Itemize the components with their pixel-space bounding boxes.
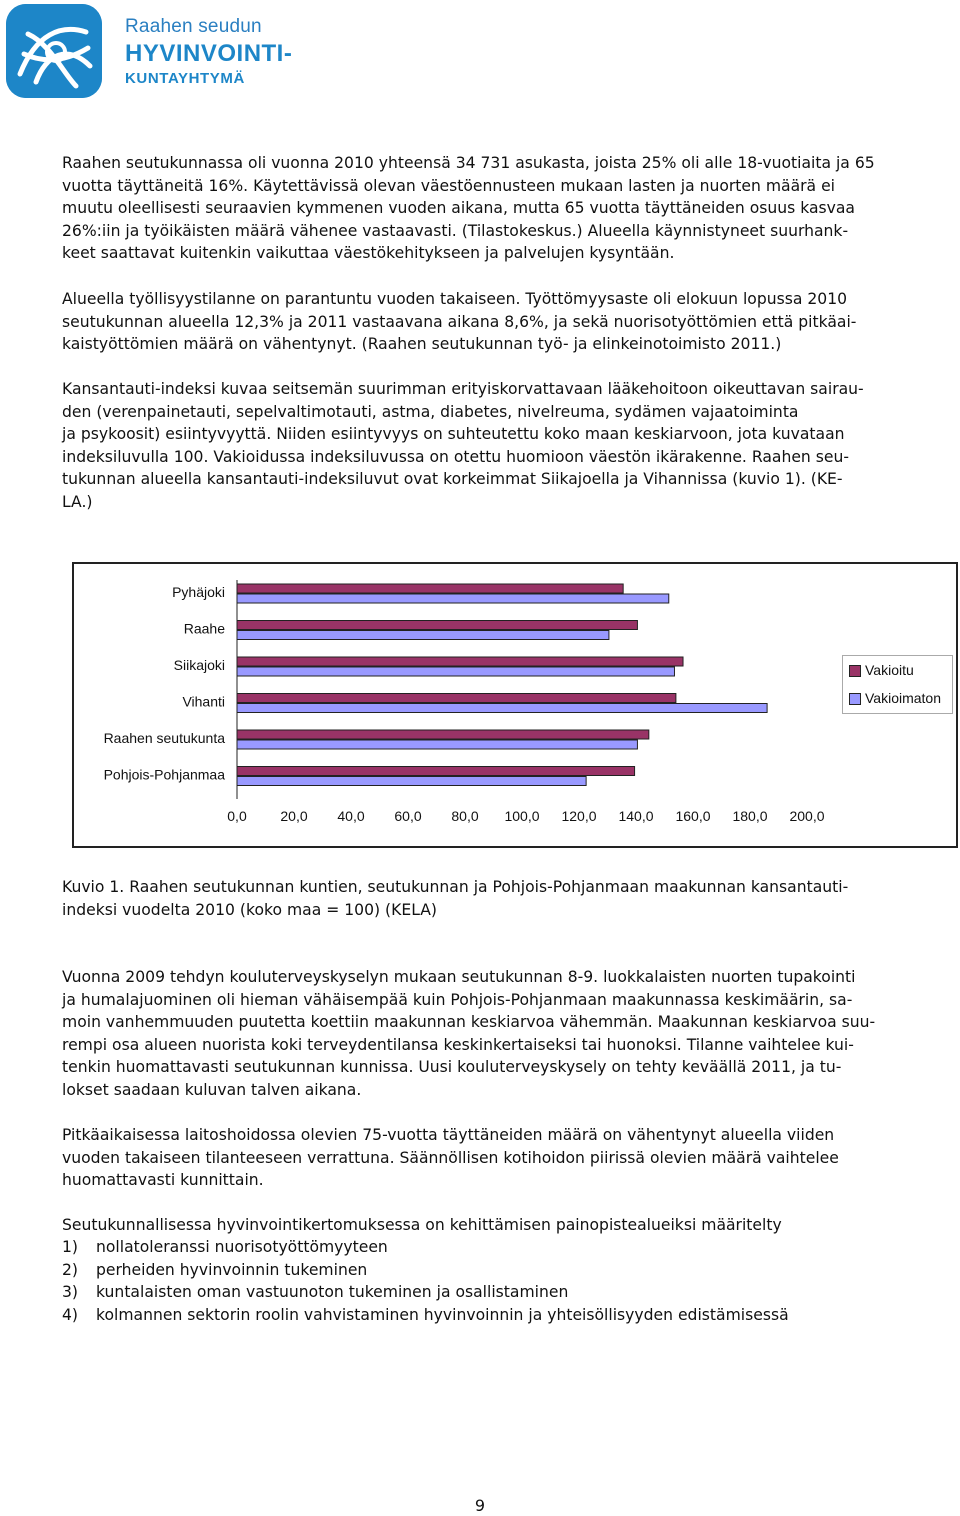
bar-vakioimaton <box>237 667 674 676</box>
text-line: Vuonna 2009 tehdyn kouluterveyskyselyn mukaan seutukunnan 8-9. luokkalaisten nuorten tupakointi <box>62 968 856 986</box>
bar-vakioimaton <box>237 631 609 640</box>
logo-text-title: HYVINVOINTI- <box>125 40 293 67</box>
bar-vakioimaton <box>237 594 669 603</box>
bar-vakioitu <box>237 694 676 703</box>
category-label: Raahen seutukunta <box>103 730 225 746</box>
text-line: Kansantauti-indeksi kuvaa seitsemän suurimman erityiskorvattavaan lääkehoitoon oikeuttavan sairau- <box>62 380 864 398</box>
text-line: Raahen seutukunnassa oli vuonna 2010 yhteensä 34 731 asukasta, joista 25% oli alle 18-vuotiaita ja 65 <box>62 154 875 172</box>
list-item <box>62 1236 388 1259</box>
list-number: 2) <box>62 1261 79 1279</box>
logo-text-subtitle: KUNTAYHTYMÄ <box>125 70 245 87</box>
list-text: kuntalaisten oman vastuunoton tukeminen ja osallistaminen <box>96 1283 569 1301</box>
list-item <box>62 1304 789 1327</box>
bar-vakioimaton <box>237 740 637 749</box>
text-line: vuoden takaiseen tilanteeseen verrattuna. Säännöllisen kotihoidon piirissä olevien määrä vaihtelee <box>62 1148 839 1167</box>
text-line: muutu oleellisesti seuraavien kymmenen vuoden aikana, mutta 65 vuotta täyttäneiden osuus kasvaa <box>62 199 855 217</box>
list-text: perheiden hyvinvoinnin tukeminen <box>96 1261 368 1279</box>
bar-vakioitu <box>237 767 635 776</box>
bar-vakioimaton <box>237 704 767 713</box>
text-line: moin vanhemmuuden puutetta koettiin maakunnan keskiarvoa vähemmän. Maakunnan keskiarvoa suu- <box>62 1013 876 1031</box>
list-item <box>62 1281 568 1304</box>
text-line: tenkin huomattavasti seutukunnan kunnissa. Uusi kouluterveyskysely on tehty keväällä 2011, ja tu- <box>62 1058 842 1076</box>
list-number: 3) <box>62 1283 79 1301</box>
paragraph-priorities <box>62 1214 957 1237</box>
text-line: huomattavasti kunnittain. <box>62 1171 264 1189</box>
text-line: vuotta täyttäneitä 16%. Käytettävissä olevan väestöennusteen mukaan lasten ja nuorten määrä ei <box>62 176 835 195</box>
text-line: ja humalajuominen oli hieman vähäisempää kuin Pohjois-Pohjanmaan maakunnassa keskimäärin, sa- <box>62 990 853 1009</box>
legend-label-vakioitu: Vakioitu <box>865 662 914 678</box>
list-text: nollatoleranssi nuorisotyöttömyyteen <box>96 1238 388 1256</box>
chart-legend <box>842 655 953 714</box>
list-number: 1) <box>62 1238 79 1256</box>
text-line: keet saattavat kuitenkin vaikuttaa väestökehitykseen ja palvelujen kysyntään. <box>62 244 675 262</box>
text-line: Seutukunnallisessa hyvinvointikertomuksessa on kehittämisen painopistealueiksi määritelty <box>62 1216 782 1234</box>
category-label: Pyhäjoki <box>172 584 225 600</box>
x-tick-label: 80,0 <box>451 808 479 824</box>
text-line: rempi osa alueen nuorista koki terveydentilansa keskinkertaiseksi tai huonoksi. Tilanne vaihtelee kui- <box>62 1035 854 1054</box>
text-line: den (verenpainetauti, sepelvaltimotauti, astma, diabetes, nivelreuma, sydämen vajaatoiminta <box>62 402 799 421</box>
paragraph-school-health <box>62 966 957 1101</box>
text-line: tukunnan alueella kansantauti-indeksiluvut ovat korkeimmat Siikajoella ja Vihannissa (kuvio 1). (KE- <box>62 470 843 488</box>
text-line: 26%:iin ja työikäisten määrä vähenee vastaavasti. (Tilastokeskus.) Alueella käynnistyneet suurhank- <box>62 221 849 240</box>
legend-swatch-vakioimaton <box>849 693 861 705</box>
x-tick-label: 120,0 <box>561 808 597 824</box>
figure-caption <box>62 876 957 921</box>
x-tick-label: 140,0 <box>618 808 654 824</box>
text-line: ja psykoosit) esiintyvyyttä. Niiden esiintyvyys on suhteutettu koko maan keskiarvoon, jota kuvataan <box>62 425 845 443</box>
x-tick-label: 40,0 <box>337 808 365 824</box>
text-line: lokset saadaan kuluvan talven aikana. <box>62 1080 362 1099</box>
x-tick-label: 0,0 <box>227 808 247 824</box>
bar-vakioitu <box>237 584 623 593</box>
list-item <box>62 1259 367 1282</box>
x-tick-label: 200,0 <box>789 808 825 824</box>
bar-vakioitu <box>237 730 649 739</box>
caption-line: Kuvio 1. Raahen seutukunnan kuntien, seutukunnan ja Pohjois-Pohjanmaan maakunnan kansantauti- <box>62 878 849 896</box>
category-label: Siikajoki <box>173 657 225 673</box>
x-tick-label: 20,0 <box>280 808 308 824</box>
category-label: Vihanti <box>182 693 225 710</box>
bar-vakioitu <box>237 657 683 666</box>
x-tick-label: 100,0 <box>504 808 540 824</box>
legend-label-vakioimaton: Vakioimaton <box>865 690 942 706</box>
text-line: indeksiluvulla 100. Vakioidussa indeksiluvussa on otettu huomioon väestön ikärakenne. Raahen seu- <box>62 447 849 466</box>
category-label: Pohjois-Pohjanmaa <box>103 766 225 783</box>
list-text: kolmannen sektorin roolin vahvistaminen hyvinvoinnin ja yhteisöllisyyden edistämisessä <box>96 1306 789 1324</box>
caption-line: indeksi vuodelta 2010 (koko maa = 100) (KELA) <box>62 900 438 919</box>
paragraph-elderly-care <box>62 1124 957 1192</box>
x-tick-label: 60,0 <box>394 808 422 824</box>
list-number: 4) <box>62 1306 79 1324</box>
text-line: Alueella työllisyystilanne on parantuntu vuoden takaiseen. Työttömyysaste oli elokuun lopussa 2010 <box>62 290 848 308</box>
x-tick-label: 160,0 <box>675 808 711 824</box>
bar-vakioitu <box>237 621 637 630</box>
category-label: Raahe <box>183 620 225 637</box>
page-number: 9 <box>474 1496 486 1515</box>
text-line: seutukunnan alueella 12,3% ja 2011 vastaavana aikana 8,6%, ja sekä nuorisotyöttömien että pitkäai- <box>62 312 857 331</box>
text-line: LA.) <box>62 492 93 511</box>
legend-swatch-vakioitu <box>849 665 861 677</box>
text-line: kaistyöttömien määrä on vähentynyt. (Raahen seutukunnan työ- ja elinkeinotoimisto 2011.) <box>62 335 782 353</box>
logo-text-region: Raahen seudun <box>125 16 262 37</box>
text-line: Pitkäaikaisessa laitoshoidossa olevien 75-vuotta täyttäneiden määrä on vähentynyt alueella viiden <box>62 1126 835 1144</box>
bar-vakioimaton <box>237 777 586 786</box>
x-tick-label: 180,0 <box>732 808 768 824</box>
